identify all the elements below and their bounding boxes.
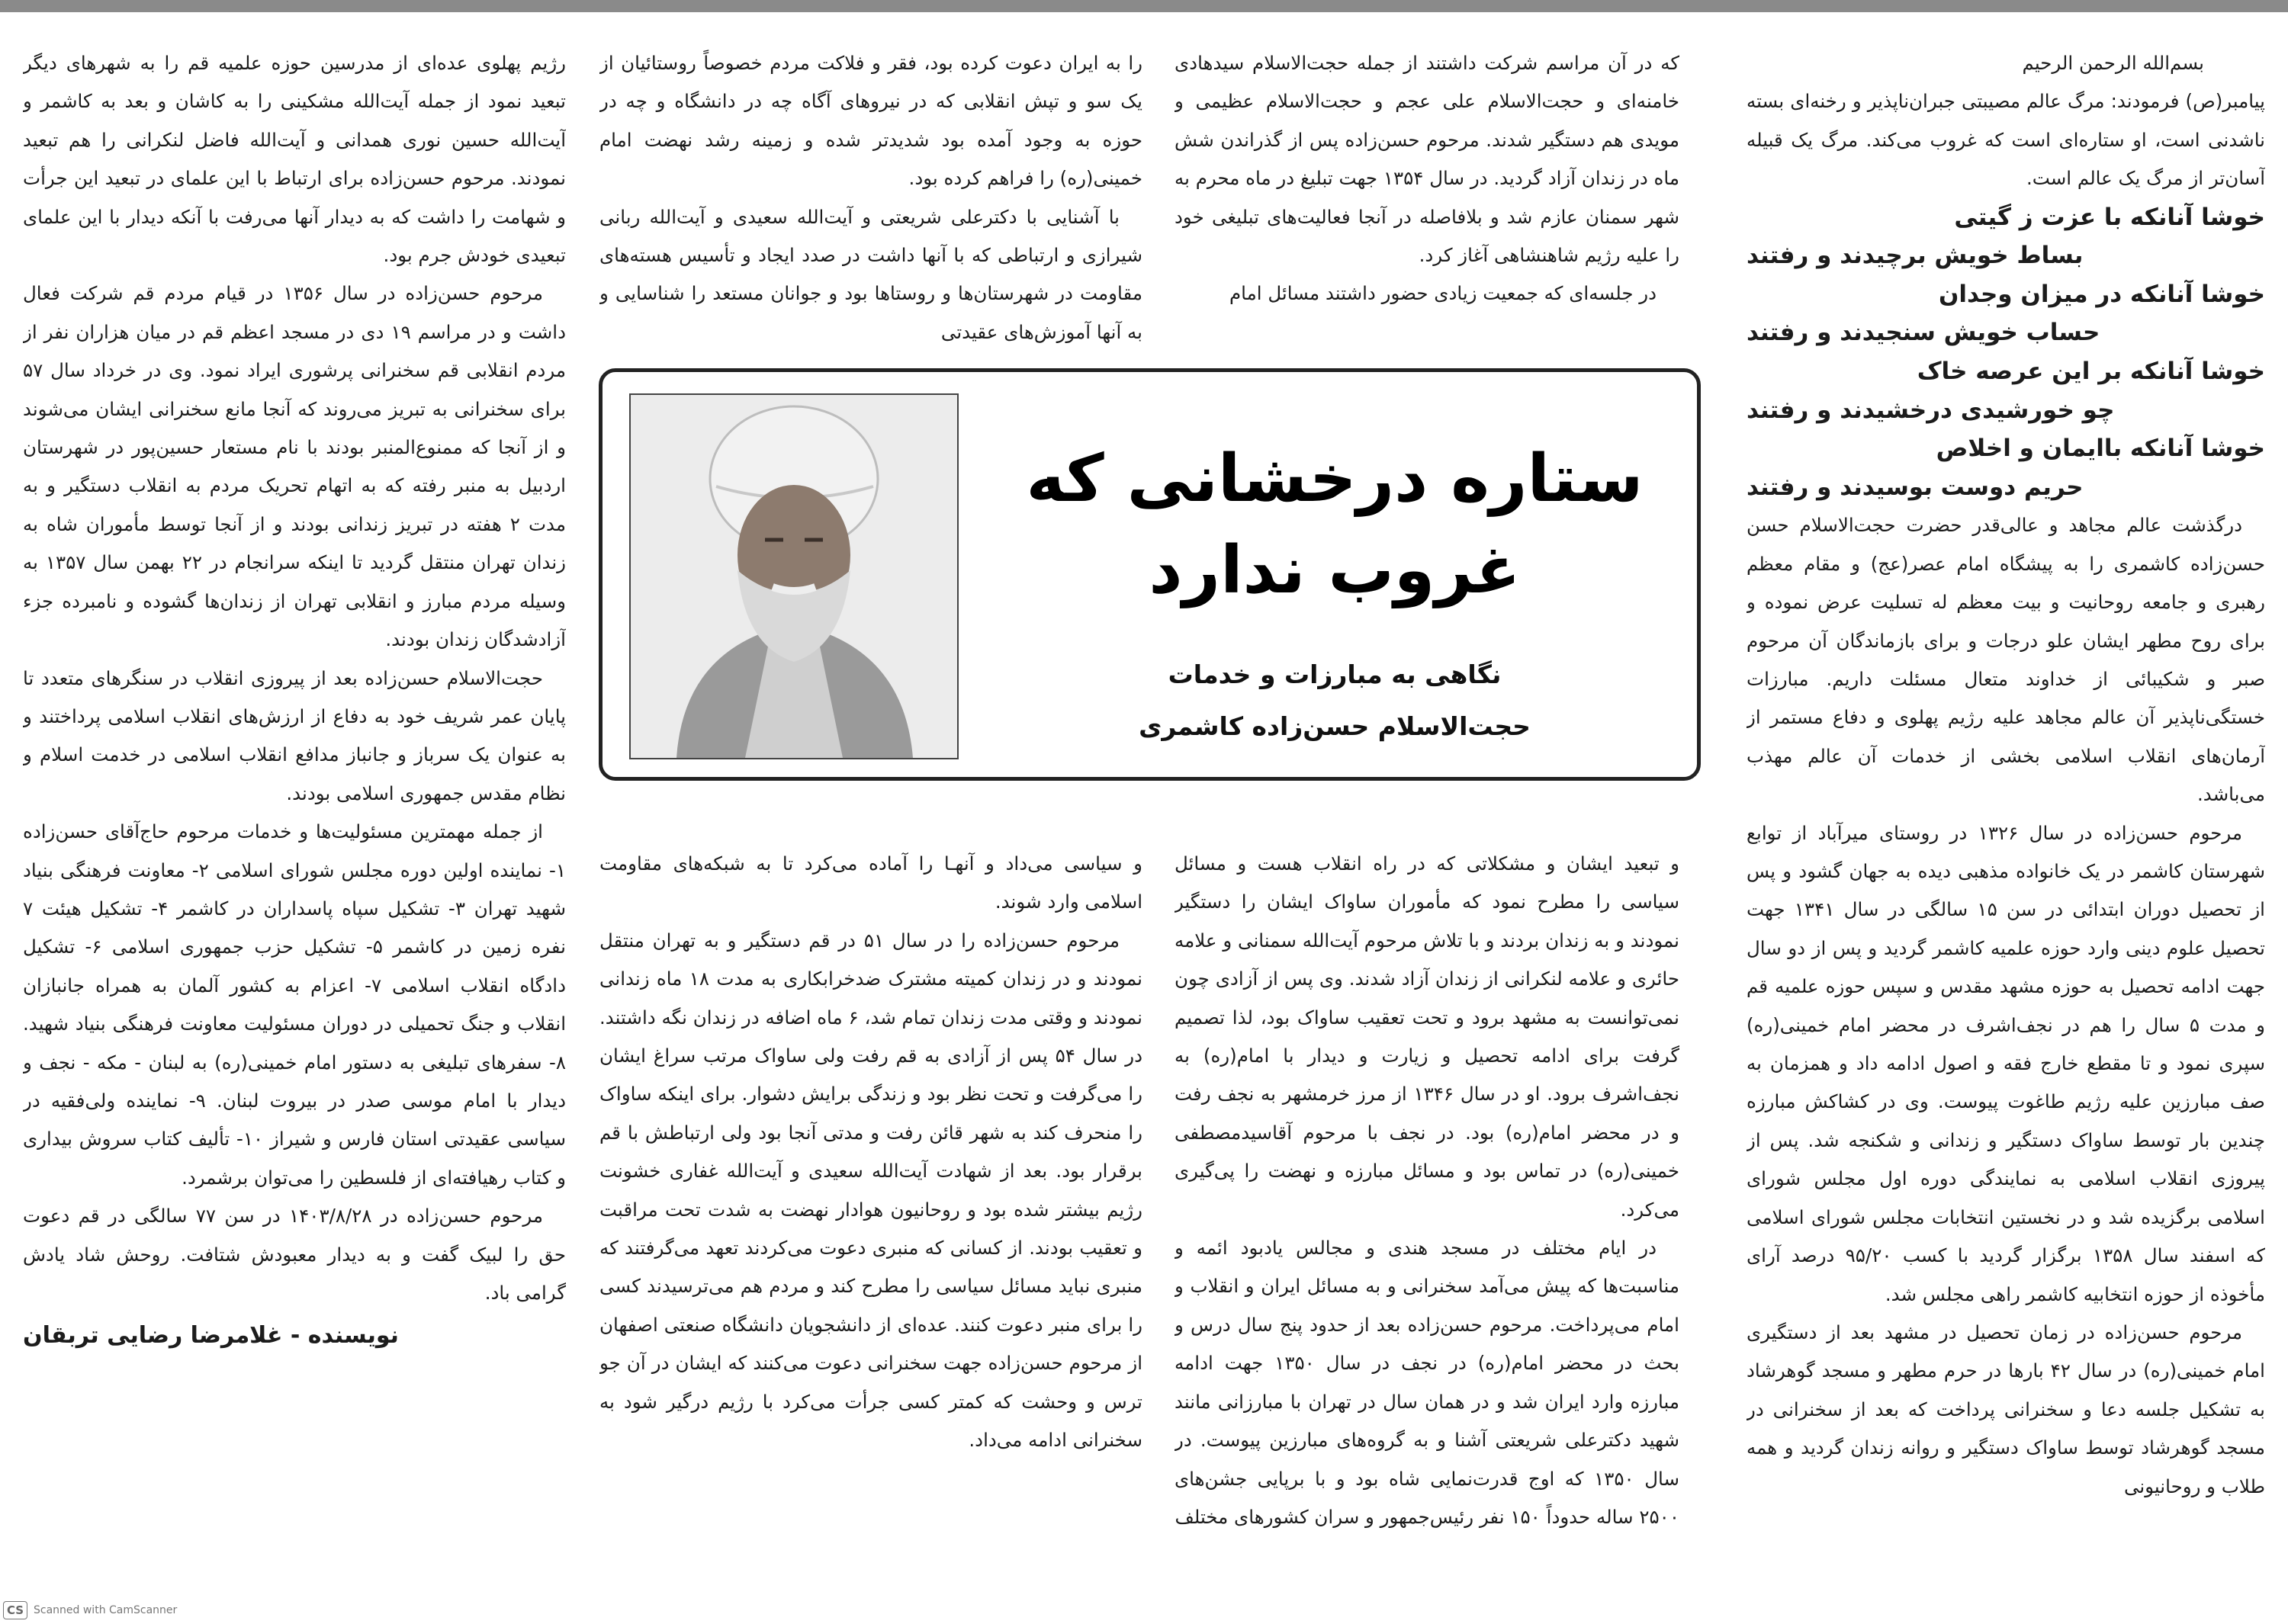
- poem-line: حساب خویش سنجیدند و رفتند: [1747, 319, 2100, 347]
- paragraph: و تبعید ایشان و مشکلاتی که در راه انقلاب هست و مسائل سیاسی را مطرح نمود که مأموران ساواک ایشان را دستگیر نمودند و به زندان بردند و با تلاش مرحوم آیت‌الله سمنانی و علامه حائری و علامه لنکرانی از زندان آزاد شدند. وی پس از آزادی چون نمی‌توانست به مشهد برود و تحت تعقیب ساواک بود، لذا تصمیم گرفت برای ادامه تحصیل و زیارت و دیدار با امام(ره) به نجف‌اشرف برود. او در سال ۱۳۴۶ از مرز خرمشهر به نجف رفت و در محضر امام(ره) بود. در نجف با مرحوم آقاسیدمصطفی خمینی(ره) در تماس بود و مسائل مبارزه و نهضت را پی‌گیری می‌کرد.: [1175, 852, 1679, 1221]
- column-3-bottom: [599, 845, 1142, 1596]
- paragraph: رژیم پهلوی عده‌ای از مدرسین حوزه علمیه قم را به شهرهای دیگر تبعید نمود از جمله آیت‌الله مشکینی را به کاشان و بعد به کاشمر و آیت‌الله حسین نوری همدانی و آیت‌الله فاضل لنکرانی را هم تبعید نمودند. مرحوم حسن‌زاده برای ارتباط با این علمای در تبعید این جرأت و شهامت را داشت که به دیدار آنها می‌رفت با آنکه دیدار با این علمای تبعیدی خودش جرم بود.: [23, 52, 566, 267]
- scanner-watermark: [3, 1601, 177, 1619]
- headline-subtitle-line1: نگاهی به مبارزات و خدمات: [1168, 660, 1502, 689]
- paragraph: مرحوم حسن‌زاده را در سال ۵۱ در قم دستگیر و به تهران منتقل نمودند و در زندان کمیته مشترک ضدخرابکاری به مدت ۱۸ ماه زندانی نمودند و وقتی مدت زندان تمام شد، ۶ ماه اضافه در زندان نگه داشتند. در سال ۵۴ پس از آزادی به قم رفت ولی ساواک مرتب سراغ ایشان را می‌گرفت و تحت نظر بود و زندگی برایش دشوار. برای اینکه ساواک را منحرف کند به شهر قائن رفت و مدتی آنجا بود ولی ارتباطش با قم برقرار بود. بعد از شهادت آیت‌الله سعیدی و آیت‌الله غفاری خشونت رژیم بیشتر شده بود و روحانیون هوادار نهضت به شدت تحت مراقبت و تعقیب بودند. از کسانی که منبری دعوت می‌کردند تعهد می‌گرفتند که منبری نباید مسائل سیاسی را مطرح کند و مردم هم می‌ترسیدند کسی را برای منبر دعوت کنند. عده‌ای از دانشجویان دانشگاه صنعتی اصفهان از مرحوم حسن‌زاده جهت سخنرانی دعوت می‌کنند که ایشان در آن جو ترس و وحشت که کمتر کسی جرأت می‌کرد با رژیم درگیر شود به سخنرانی ادامه می‌داد.: [599, 929, 1142, 1452]
- poem-line: خوشا آنانکه در میزان وجدان: [1938, 280, 2265, 308]
- paragraph: درگذشت عالم مجاهد و عالی‌قدر حضرت حجت‌الاسلام حسن حسن‌زاده کاشمری را به پیشگاه امام عصر(عج) و مقام معظم رهبری و جامعه روحانیت و بیت معظم له تسلیت عرض نموده و برای روح مطهر ایشان علو درجات و برای بازماندگان آن مرحوم صبر و شکیبائی از خداوند متعال مسئلت داریم. مبارزات خستگی‌ناپذیر آن عالم مجاهد علیه رژیم پهلوی و دفاع مستمر از آرمان‌های انقلاب اسلامی بخشی از خدمات آن عالم مهذب می‌باشد.: [1747, 514, 2265, 806]
- headline-title-line2: غروب ندارد: [1149, 532, 1521, 608]
- paragraph: از جمله مهمترین مسئولیت‌ها و خدمات مرحوم حاج‌آقای حسن‌زاده ۱- نماینده اولین دوره مجلس شورای اسلامی ۲- معاونت فرهنگی بنیاد شهید تهران ۳- تشکیل سپاه پاسداران در کاشمر ۴- تشکیل هیئت ۷ نفره زمین در کاشمر ۵- تشکیل حزب جمهوری اسلامی ۶- تشکیل دادگاه انقلاب اسلامی ۷- اعزام به کشور آلمان به همراه جانبازان انقلاب و جنگ تحمیلی در دوران مسئولیت معاونت فرهنگی بنیاد شهید. ۸- سفرهای تبلیغی به دستور امام خمینی(ره) به لبنان - مکه - نجف و دیدار با امام موسی صدر در بیروت لبنان. ۹- نماینده ولی‌فقیه در سیاسی عقیدتی استان فارس و شیراز ۱۰- تألیف کتاب سروش بیداری و کتاب رهیافته‌ای از فلسطین را می‌توان برشمرد.: [23, 820, 566, 1189]
- poem-line: چو خورشیدی درخشیدند و رفتند: [1747, 396, 2115, 424]
- headline-box: [599, 368, 1701, 781]
- top-rule: [0, 0, 2288, 12]
- paragraph: حجت‌الاسلام حسن‌زاده بعد از پیروزی انقلاب در سنگرهای متعدد تا پایان عمر شریف خود به دفاع از ارزش‌های انقلاب اسلامی پرداختند و به عنوان یک سرباز و جانباز مدافع انقلاب اسلامی در خدمت اسلام و نظام مقدس جمهوری اسلامی بودند.: [23, 666, 566, 804]
- column-2-top: [1175, 44, 1679, 357]
- poem-line: حریم دوست بوسیدند و رفتند: [1747, 473, 2084, 501]
- basmala: بسم‌الله الرحمن الرحیم: [2022, 52, 2204, 74]
- headline-subtitle-line2: حجت‌الاسلام حسن‌زاده کاشمری: [1139, 711, 1531, 741]
- column-2-bottom: [1175, 845, 1679, 1596]
- column-1: [1747, 44, 2265, 1569]
- poem-line: بساط خویش برچیدند و رفتند: [1747, 242, 2084, 270]
- camscanner-logo: CS: [3, 1601, 27, 1619]
- paragraph: در جلسه‌ای که جمعیت زیادی حضور داشتند مسائل امام: [1229, 282, 1657, 305]
- poem-line: خوشا آنانکه با عزت ز گیتی: [1954, 203, 2265, 231]
- paragraph: مرحوم حسن‌زاده در سال ۱۳۵۶ در قیام مردم قم شرکت فعال داشت و در مراسم ۱۹ دی در مسجد اعظم قم در میان هزاران نفر از مردم انقلابی قم سخنرانی پرشوری ایراد نمود. وی در خرداد سال ۵۷ برای سخنرانی به تبریز می‌روند که آنجا مانع سخنرانی ایشان می‌شوند و از آنجا که ممنوع‌المنبر بودند با نام مستعار حسین‌پور در شهرستان اردبیل به منبر رفته که به اتهام تحریک مردم به انقلاب دستگیر و به مدت ۲ هفته در تبریز زندانی بودند و از آنجا توسط مأموران شاه به زندان تهران منتقل گردید تا اینکه سرانجام در ۲۲ بهمن سال ۱۳۵۷ به وسیله مردم مبارز و انقلابی تهران از زندان‌ها گشوده و نامبرده جزء آزادشدگان زندان بودند.: [23, 282, 566, 651]
- portrait-photo: [629, 393, 959, 759]
- watermark-text: Scanned with CamScanner: [34, 1604, 178, 1616]
- paragraph: و سیاسی می‌داد و آنهـا را آماده می‌کرد تا به شبکه‌های مقاومت اسلامی وارد شوند.: [599, 852, 1142, 913]
- column-3-top: [599, 44, 1142, 357]
- paragraph: مرحوم حسن‌زاده در سال ۱۳۲۶ در روستای میرآباد از توابع شهرستان کاشمر در یک خانواده مذهبی دیده به جهان گشود و پس از تحصیل دوران ابتدائی در سن ۱۵ سالگی در سال ۱۳۴۱ جهت تحصیل علوم دینی وارد حوزه علمیه کاشمر گردید و پس از دو سال جهت ادامه تحصیل به حوزه مشهد مقدس و سپس حوزه علمیه قم و مدت ۵ سال را هم در نجف‌اشرف در محضر امام خمینی(ره) سپری نمود و تا مقطع خارج فقه و اصول ادامه داد و همزمان به صف مبارزین علیه رژیم طاغوت پیوست. وی در کشاکش مبارزه چندین بار توسط ساواک دستگیر و زندانی و شکنجه شد. پس از پیروزی انقلاب اسلامی به نمایندگی دوره اول مجلس شورای اسلامی برگزیده شد و در نخستین انتخابات مجلس شورای اسلامی که اسفند سال ۱۳۵۸ برگزار گردید با کسب ۹۵/۲۰ درصد آرای مأخوذه از حوزه انتخابیه کاشمر راهی مجلس شد.: [1747, 821, 2265, 1305]
- paragraph: را به ایران دعوت کرده بود، فقر و فلاکت مردم خصوصاً روستائیان از یک سو و تپش انقلابی که در نیروهای آگاه چه در دانشگاه و چه در حوزه به وجود آمده بود شدیدتر شده و زمینه رشد نهضت امام خمینی(ره) را فراهم کرده بود.: [599, 52, 1142, 190]
- paragraph: مرحوم حسن‌زاده در زمان تحصیل در مشهد بعد از دستگیری امام خمینی(ره) در سال ۴۲ بارها در حرم مطهر و مسجد گوهرشاد به تشکیل جلسه دعا و سخنرانی پرداخت که بعد از سخنرانی در مسجد گوهرشاد توسط ساواک دستگیر و روانه زندان گردید و همه طلاب و روحانیونی: [1747, 1321, 2265, 1497]
- poem: [1747, 198, 2265, 507]
- hadith-paragraph: پیامبر(ص) فرمودند: مرگ عالم مصیبتی جبران‌ناپذیر و رخنه‌ای بسته ناشدنی است، او ستاره‌ای است که غروب می‌کند. مرگ یک قبیله آسان‌تر از مرگ یک عالم است.: [1747, 90, 2265, 190]
- paragraph: در ایام مختلف در مسجد هندی و مجالس یادبود ائمه و مناسبت‌ها که پیش می‌آمد سخنرانی و به مسائل ایران و انقلاب و امام می‌پرداخت. مرحوم حسن‌زاده بعد از حدود پنج سال درس و بحث در محضر امام(ره) در نجف در سال ۱۳۵۰ جهت ادامه مبارزه وارد ایران شد و در همان سال در تهران با مبارزانی مانند شهید دکترعلی شریعتی آشنا و به گروه‌های مبارزین پیوست. در سال ۱۳۵۰ که اوج قدرت‌نمایی شاه بود و با برپایی جشن‌های ۲۵۰۰ ساله حدوداً ۱۵۰ نفر رئیس‌جمهور و سران کشورهای مختلف: [1175, 1237, 1679, 1528]
- poem-line: خوشا آنانکه باایمان و اخلاص: [1936, 435, 2265, 463]
- paragraph: با آشنایی با دکترعلی شریعتی و آیت‌الله سعیدی و آیت‌الله ربانی شیرازی و ارتباطی که با آنها داشت در صدد ایجاد و تأسیس هسته‌های مقاومت در شهرستان‌ها و روستاها بود و جوانان مستعد را شناسایی و به آنها آموزش‌های عقیدتی: [599, 205, 1142, 343]
- author-line: نویسنده - غلامرضا رضایی تربقان: [23, 1322, 399, 1350]
- headline-title-line1: ستاره درخشانی که: [1026, 441, 1644, 517]
- column-4: [23, 44, 566, 1569]
- poem-line: خوشا آنانکه بر این عرصه خاک: [1917, 358, 2265, 385]
- paragraph: که در آن مراسم شرکت داشتند از جمله حجت‌الاسلام سیدهادی خامنه‌ای و حجت‌الاسلام علی عجم و حجت‌الاسلام عظیمی و مویدی هم دستگیر شدند. مرحوم حسن‌زاده پس از گذراندن شش ماه در زندان آزاد گردید. در سال ۱۳۵۴ جهت تبلیغ در ماه محرم به شهر سمنان عازم شد و بلافاصله در آنجا فعالیت‌های تبلیغی خود را علیه رژیم شاهنشاهی آغاز کرد.: [1175, 52, 1679, 267]
- portrait-image: [631, 395, 957, 758]
- paragraph: مرحوم حسن‌زاده در ۱۴۰۳/۸/۲۸ در سن ۷۷ سالگی در قم دعوت حق را لبیک گفت و به دیدار معبودش شتافت. روحش شاد یادش گرامی باد.: [23, 1205, 566, 1304]
